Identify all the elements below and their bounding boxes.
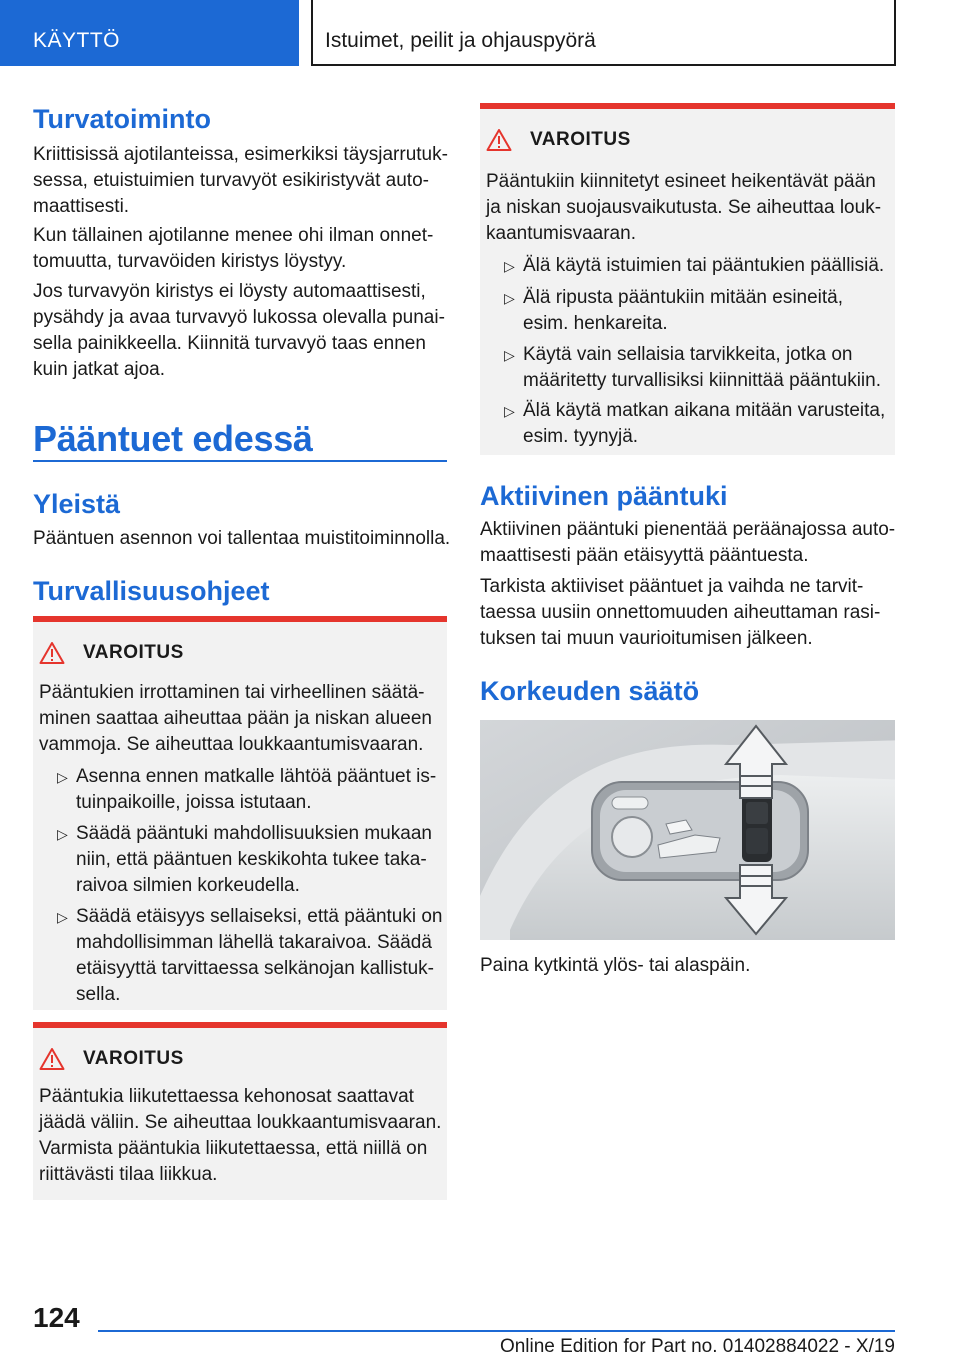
warning-box-3 <box>480 103 895 455</box>
text-line: sessa, etuistuimien turvavyöt esikiristyvät auto- <box>33 170 429 191</box>
warning-text <box>39 1084 441 1188</box>
text-line: minen saattaa aiheuttaa pään ja niskan alueen <box>39 708 432 729</box>
bullet-triangle-icon: ▷ <box>57 769 68 785</box>
text-line: mahdollisimman lähellä takaraivoa. Säädä <box>76 932 432 953</box>
text-line: Aktiivinen pääntuki pienentää peräänajossa auto- <box>480 519 896 540</box>
warning-label: VAROITUS <box>530 129 631 150</box>
bullet-triangle-icon: ▷ <box>57 826 68 842</box>
text-line: maattisesti pään etäisyyttä pääntuesta. <box>480 545 809 566</box>
text-line: pysähdy ja avaa turvavyö lukossa olevalla punai- <box>33 307 445 328</box>
warning-text <box>486 169 881 247</box>
warning-triangle-icon <box>486 128 512 152</box>
warning-triangle-icon <box>39 1047 65 1071</box>
heading-yleista: Yleistä <box>33 489 121 519</box>
text-line: maattisesti. <box>33 196 130 217</box>
text-line: jäädä väliin. Se aiheuttaa loukkaantumisvaaran. <box>39 1112 442 1133</box>
text-line: Pääntukien irrottaminen tai virheellinen säätä- <box>39 682 425 703</box>
yleista-paragraph: Pääntuen asennon voi tallentaa muistitoiminnolla. <box>33 528 451 549</box>
turva-paragraph-3 <box>33 279 445 383</box>
warning-box-2 <box>33 1022 447 1200</box>
text-line: sella painikkeella. Kiinnitä turvavyö taas ennen <box>33 333 426 354</box>
bullet-triangle-icon: ▷ <box>57 909 68 925</box>
text-line: riittävästi tilaa liikkua. <box>39 1164 218 1185</box>
text-line: Kun tällainen ajotilanne menee ohi ilman onnet- <box>33 225 434 246</box>
text-line: kuin jatkat ajoa. <box>33 359 166 380</box>
aktiiv-paragraph-1 <box>480 517 895 569</box>
text-line: Älä käytä matkan aikana mitään varusteita, <box>523 400 886 421</box>
text-line: vammoja. Se aiheuttaa loukkaantumisvaaran. <box>39 734 424 755</box>
bullet-triangle-icon: ▷ <box>504 347 515 363</box>
heading-aktiivinen-paantuki: Aktiivinen pääntuki <box>480 481 728 511</box>
bullet-triangle-icon: ▷ <box>504 258 515 274</box>
text-line: Kriittisissä ajotilanteissa, esimerkiksi täysjarrutuk- <box>33 144 448 165</box>
section-tab <box>0 0 299 66</box>
text-line: esim. henkareita. <box>523 313 668 334</box>
warning-label: VAROITUS <box>83 1048 184 1069</box>
aktiiv-paragraph-2 <box>480 574 880 652</box>
text-line: Varmista pääntukia liikutettaessa, että niillä on <box>39 1138 428 1159</box>
heading-turvatoiminto: Turvatoiminto <box>33 104 211 134</box>
text-line: tuinpaikoille, joissa istutaan. <box>76 792 312 813</box>
text-line: Pääntukia liikutettaessa kehonosat saattavat <box>39 1086 414 1107</box>
footer-edition: Online Edition for Part no. 01402884022 - X/19 <box>499 1336 895 1357</box>
text-line: Asenna ennen matkalle lähtöä pääntuet is- <box>76 766 437 787</box>
heading-paantuet-edessa: Pääntuet edessä <box>33 418 313 459</box>
heading-turvallisuusohjeet: Turvallisuusohjeet <box>33 576 270 606</box>
section-title: KÄYTTÖ <box>33 29 121 52</box>
text-line: taessa uusiin onnettomuuden aiheuttaman rasi- <box>480 602 881 623</box>
text-line: Jos turvavyön kiristys ei löysty automaattisesti, <box>33 281 426 302</box>
page-number: 124 <box>33 1302 80 1333</box>
text-line: Käytä vain sellaisia tarvikkeita, jotka on <box>523 344 853 365</box>
turva-paragraph-2 <box>33 223 433 275</box>
text-line: Säädä pääntuki mahdollisuuksien mukaan <box>76 823 432 844</box>
bullet-triangle-icon: ▷ <box>504 290 515 306</box>
text-line: Älä käytä istuimien tai pääntukien päällisiä. <box>523 255 885 276</box>
illustration-caption: Paina kytkintä ylös- tai alaspäin. <box>480 955 751 976</box>
turva-paragraph-1 <box>33 142 448 220</box>
text-line: niin, että pääntuen keskikohta tukee taka- <box>76 849 427 870</box>
chapter-title: Istuimet, peilit ja ohjauspyörä <box>325 29 596 52</box>
text-line: määritetty turvallisiksi kiinnittää pääntukiin. <box>523 370 881 391</box>
text-line: Älä ripusta pääntukiin mitään esineitä, <box>523 287 844 308</box>
bullet-triangle-icon: ▷ <box>504 403 515 419</box>
text-line: tomuutta, turvavöiden kiristys löystyy. <box>33 251 347 272</box>
warning-box-1 <box>33 616 447 1010</box>
text-line: etäisyyttä tarvittaessa selkänojan kallistuk- <box>76 958 434 979</box>
text-line: tuksen tai muun vaurioitumisen jälkeen. <box>480 628 813 649</box>
warning-label: VAROITUS <box>83 642 184 663</box>
text-line: raivoa silmien korkeudella. <box>76 875 300 896</box>
text-line: sella. <box>76 984 121 1005</box>
text-line: kaantumisvaaran. <box>486 223 636 244</box>
text-line: Pääntukiin kiinnitetyt esineet heikentävät pään <box>486 171 876 192</box>
warning-text <box>39 680 432 758</box>
section-rule <box>33 460 447 462</box>
text-line: Tarkista aktiiviset pääntuet ja vaihda ne tarvit- <box>480 576 864 597</box>
seat-switch-illustration <box>480 720 895 940</box>
text-line: ja niskan suojausvaikutusta. Se aiheuttaa louk- <box>486 197 882 218</box>
warning-triangle-icon <box>39 641 65 665</box>
text-line: Säädä etäisyys sellaiseksi, että pääntuki on <box>76 906 443 927</box>
text-line: esim. tyynyjä. <box>523 426 639 447</box>
footer-rule <box>98 1330 895 1332</box>
heading-korkeuden-saato: Korkeuden säätö <box>480 676 700 706</box>
chapter-tab <box>311 0 896 66</box>
